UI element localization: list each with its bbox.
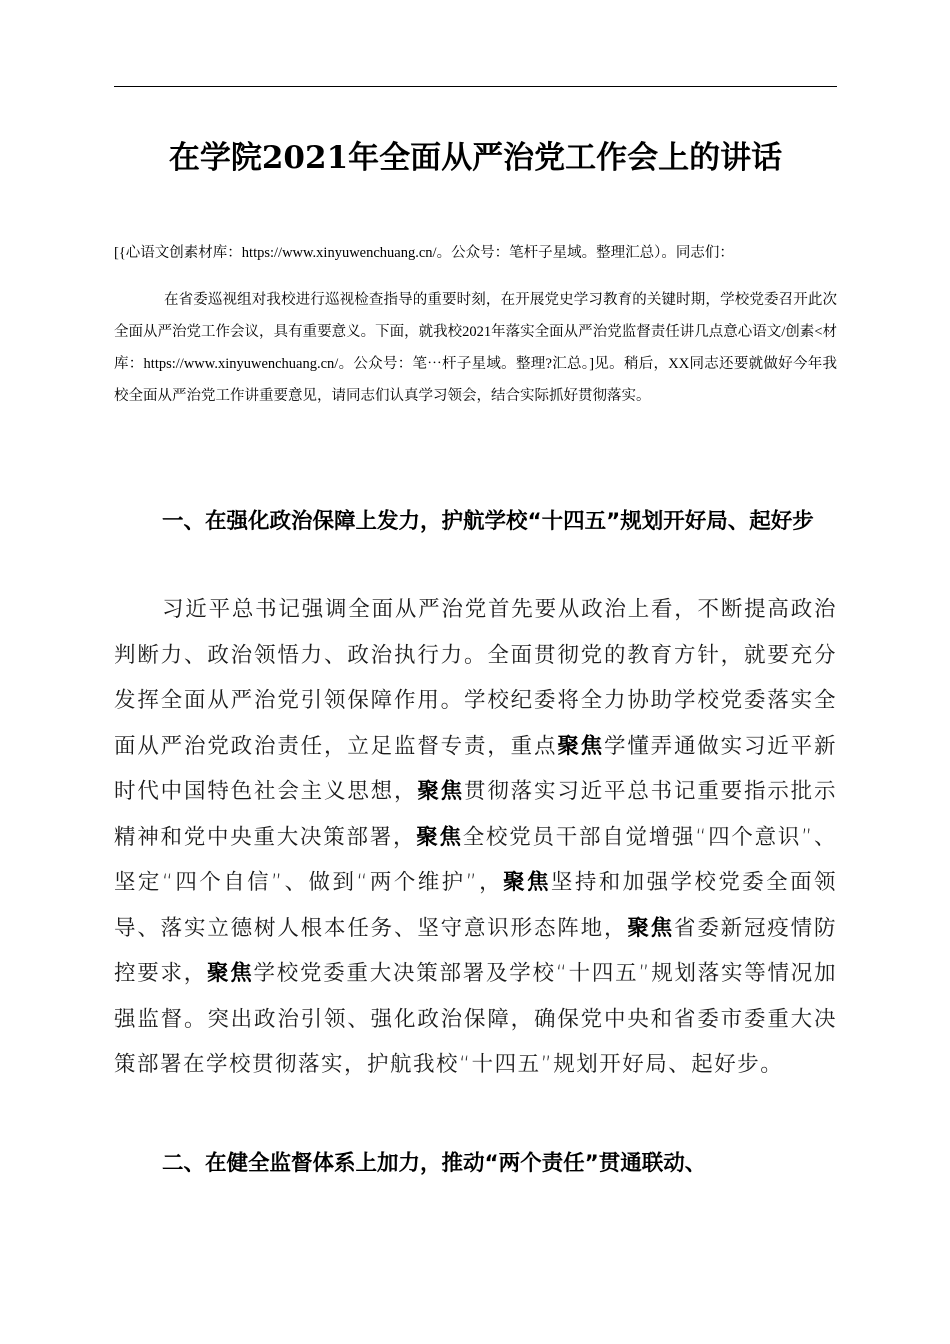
body-text: 全校党员干部自觉增强“四个意识”、坚定“四个自信”、做到“两个维护”， [114, 824, 837, 895]
keyword-emphasis: 聚焦 [416, 824, 463, 850]
intro-paragraph: 在省委巡视组对我校进行巡视检查指导的重要时刻，在开展党史学习教育的关键时期，学校党委召开此次全面从严治党工作会议，具有重要意义。下面，就我校2021年落实全面从严治党监督责任讲几点意心语文/创素<材库：https://www.xinyuwenchuang.cn/。公众号：笔⋯杆子星域。整理?汇总。]见。稍后，XX同志还要就做好今年我校全面从严治党工作讲重要意见，请同志们认真学习领会，结合实际抓好贯彻落实。 [114, 292, 837, 404]
body-text: 省委新冠疫情防控要求， [114, 915, 837, 986]
document-title: 在学院2021年全面从严治党工作会上的讲话 [168, 140, 783, 176]
body-text: 学懂弄通做实习近平新时代中国特色社会主义思想， [114, 733, 837, 804]
section-2-heading: 二、在健全监督体系上加力，推动“两个责任”贯通联动、 [162, 1151, 707, 1176]
body-text: 学校党委重大决策部署及学校“十四五”规划落实等情况加强监督。突出政治引领、强化政治保障，确保党中央和省委市委重大决策部署在学校贯彻落实，护航我校“十四五”规划开好局、起好步。 [114, 961, 837, 1077]
body-text: 贯彻落实习近平总书记重要指示批示精神和党中央重大决策部署， [114, 779, 837, 850]
section-1-heading: 一、在强化政治保障上发力，护航学校“十四五”规划开好局、起好步 [162, 509, 814, 534]
source-line: [{心语文创素材库：https://www.xinyuwenchuang.cn/。公众号：笔杆子星域。整理汇总）。同志们： [114, 245, 734, 261]
keyword-emphasis: 聚焦 [207, 961, 254, 986]
keyword-emphasis: 聚焦 [503, 870, 551, 895]
body-text: 习近平总书记强调全面从严治党首先要从政治上看，不断提高政治判断力、政治领悟力、政治执行力。全面贯彻党的教育方针，就要充分发挥全面从严治党引领保障作用。学校纪委将全力协助学校党委落实全面从严治党政治责任，立足监督专责，重点 [114, 597, 837, 759]
header-rule [114, 86, 837, 87]
body-text: 坚持和加强学校党委全面领导、落实立德树人根本任务、坚守意识形态阵地， [114, 870, 837, 941]
section-1-body [114, 587, 837, 1088]
keyword-emphasis: 聚焦 [557, 733, 604, 759]
keyword-emphasis: 聚焦 [627, 915, 674, 941]
keyword-emphasis: 聚焦 [417, 779, 464, 804]
